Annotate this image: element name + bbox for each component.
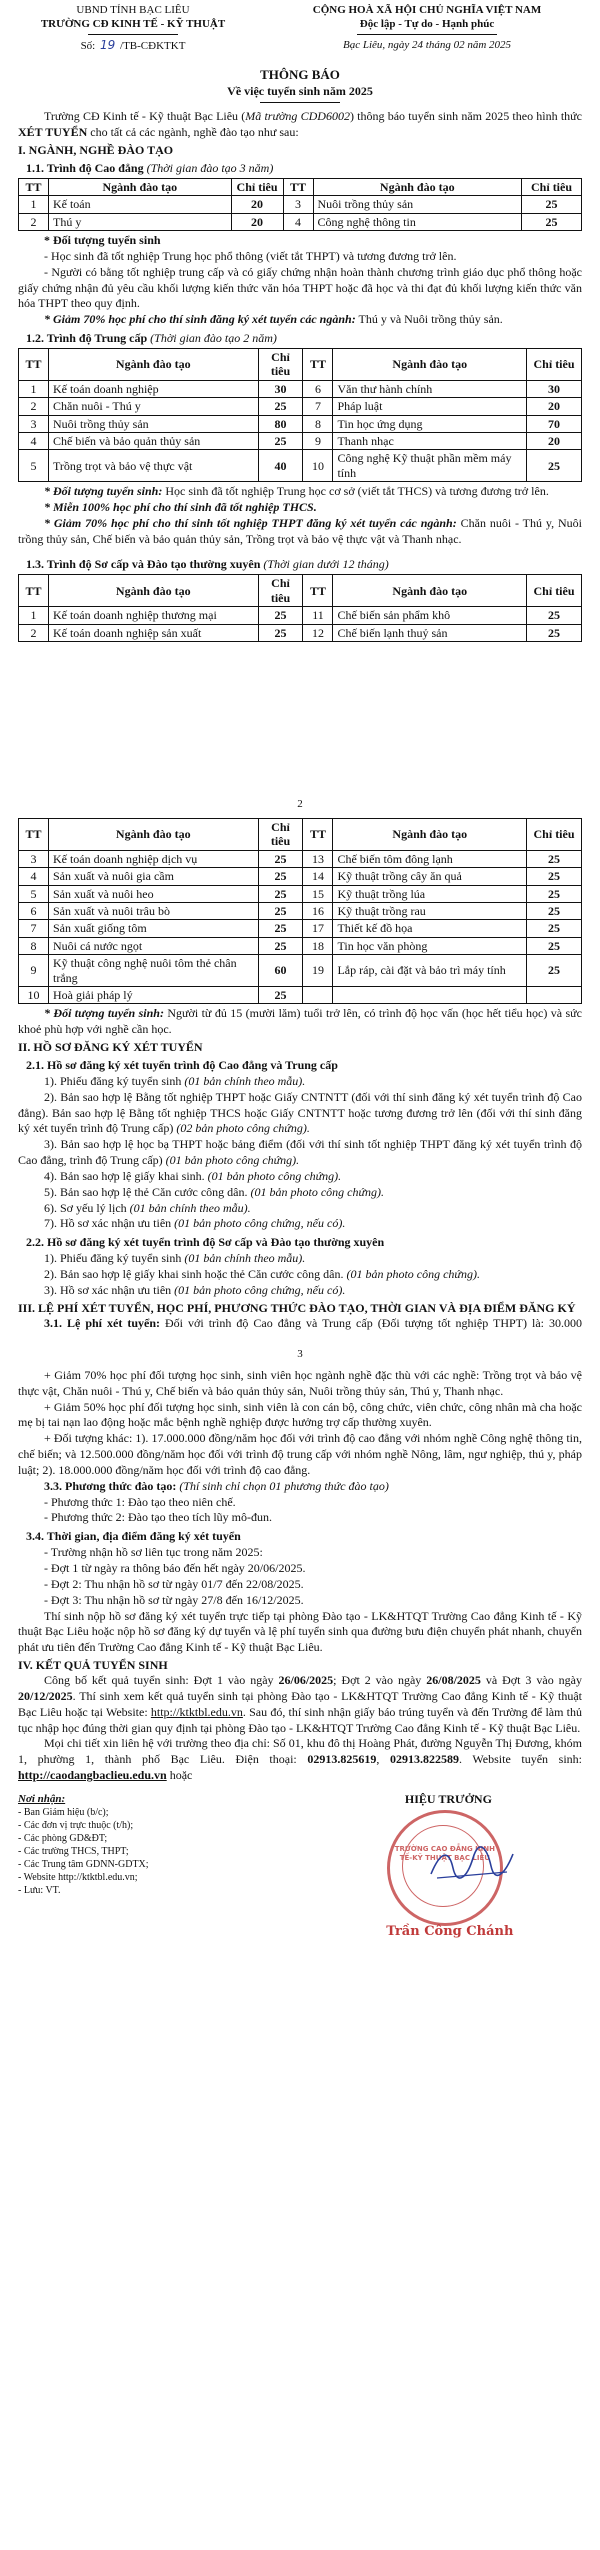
table-row <box>19 937 582 954</box>
table-so-cap-1 <box>18 574 582 642</box>
section-4-title: IV. KẾT QUẢ TUYỂN SINH <box>18 1658 168 1673</box>
cell-tt: 3 <box>19 415 49 432</box>
list-item: 5). Bản sao hợp lệ thẻ Căn cước công dân. (01 bản photo công chứng). <box>44 1184 385 1199</box>
sc-target: * Đối tượng tuyển sinh: Người từ đủ 15 (mười lăm) tuổi trở lên, có trình độ học vấn (học hết tiểu học) và sức khoẻ phù hợp với nghề cần học. <box>18 1006 582 1037</box>
section-1-title: I. NGÀNH, NGHỀ ĐÀO TẠO <box>18 142 174 157</box>
signatory-name: Trần Công Chánh <box>386 1923 514 1939</box>
page-3 <box>0 1340 600 2550</box>
cell-quota: 25 <box>527 624 582 641</box>
th-quota: Chỉ tiêu <box>231 178 283 195</box>
cell-tt: 14 <box>303 868 333 885</box>
cell-program: Nuôi trồng thủy sản <box>48 415 258 432</box>
cell-quota: 25 <box>258 433 303 450</box>
table-header-row <box>19 349 582 381</box>
cell-quota: 25 <box>258 885 303 902</box>
cell-quota: 70 <box>527 415 582 432</box>
cell-program: Kế toán <box>48 196 231 213</box>
list-item: 1). Phiếu đăng ký tuyển sinh (01 bản chính theo mẫu). <box>44 1251 306 1266</box>
cd-target-1: - Học sinh đã tốt nghiệp Trung học phổ thông (viết tắt THPT) và tương đương trở lên. <box>44 248 457 263</box>
th-quota: Chỉ tiêu <box>527 575 582 607</box>
cell-program: Công nghệ Kỹ thuật phần mềm máy tính <box>333 450 527 482</box>
doc-number-handwritten: 19 <box>100 37 116 52</box>
section-2-2-title: 2.2. Hồ sơ đăng ký xét tuyển trình độ Sơ cấp và Đào tạo thường xuyên <box>26 1235 385 1250</box>
list-item: 4). Bản sao hợp lệ giấy khai sinh. (01 bản photo công chứng). <box>44 1168 342 1183</box>
cell-quota: 20 <box>527 433 582 450</box>
cell-tt: 16 <box>303 902 333 919</box>
cell-tt: 12 <box>303 624 333 641</box>
tc-discount: * Giảm 70% học phí cho thí sinh tốt nghiệp THPT đăng ký xét tuyển các ngành: Chăn nuôi - Thú y, Nuôi trồng thủy sản, Chế biến và bảo quản thủy sản, Trồng trọt và bảo vệ thực vật và Thanh nhạc. <box>18 515 582 546</box>
cell-quota: 25 <box>527 902 582 919</box>
cell-tt: 2 <box>19 624 49 641</box>
fee-discount-50: + Giảm 50% học phí đối tượng học sinh, sinh viên là con cán bộ, công chức, viên chức, công nhân mà cha hoặc mẹ bị tai nạn lao động hoặc mắc bệnh nghề nghiệp được hưởng trợ cấp thường xuyên. <box>18 1399 582 1430</box>
section-3-title: III. LỆ PHÍ XÉT TUYỂN, HỌC PHÍ, PHƯƠNG THỨC ĐÀO TẠO, THỜI GIAN VÀ ĐỊA ĐIỂM ĐĂNG KÝ <box>18 1300 576 1315</box>
admissions-website-link[interactable]: http://caodangbaclieu.edu.vn <box>18 1768 167 1783</box>
table-row <box>19 433 582 450</box>
section-3-1: 3.1. Lệ phí xét tuyển: Đối với trình độ Cao đẳng và Trung cấp (Đối tượng tốt nghiệp THPT) là: 30.000 <box>44 1315 583 1330</box>
table-so-cap-2 <box>18 818 582 1004</box>
cell-tt: 3 <box>19 850 49 867</box>
issuer-rule <box>88 34 178 35</box>
page-number: 3 <box>297 1348 303 1360</box>
document-header <box>0 0 600 53</box>
cell-quota: 25 <box>527 868 582 885</box>
doc-number-prefix: Số: <box>80 39 96 52</box>
cell-program: Văn thư hành chính <box>333 380 527 397</box>
cell-program: Kế toán doanh nghiệp <box>48 380 258 397</box>
results-website-link[interactable]: http://ktktbl.edu.vn <box>150 1704 243 1719</box>
section-3-3: 3.3. Phương thức đào tạo: (Thí sinh chỉ chọn 01 phương thức đào tạo) <box>44 1478 389 1493</box>
th-quota: Chỉ tiêu <box>527 349 582 381</box>
table-row <box>19 450 582 482</box>
table-header-row <box>19 575 582 607</box>
cell-quota: 20 <box>527 398 582 415</box>
cell-tt: 6 <box>303 380 333 397</box>
th-tt: TT <box>19 575 49 607</box>
cell-program: Lắp ráp, cài đặt và bảo trì máy tính <box>333 955 527 987</box>
section-1-2-title: 1.2. Trình độ Trung cấp (Thời gian đào tạo 2 năm) <box>26 331 277 346</box>
cell-tt: 18 <box>303 937 333 954</box>
table-row <box>19 607 582 624</box>
cell-program: Thiết kế đồ họa <box>333 920 527 937</box>
section-3-4-title: 3.4. Thời gian, địa điểm đăng ký xét tuyển <box>26 1529 241 1544</box>
th-quota: Chỉ tiêu <box>522 178 582 195</box>
recipients-label: Nơi nhận: <box>18 1792 66 1805</box>
cell-quota: 25 <box>527 607 582 624</box>
recipient-item: - Các trường THCS, THPT; <box>18 1846 129 1858</box>
cell-program: Chế biến và bảo quản thủy sản <box>48 433 258 450</box>
cell-tt <box>303 986 333 1003</box>
cell-program: Kỹ thuật công nghệ nuôi tôm thẻ chân trắng <box>48 955 258 987</box>
cell-quota: 40 <box>258 450 303 482</box>
cd-discount: * Giảm 70% học phí cho thí sinh đăng ký xét tuyển các ngành: Thú y và Nuôi trồng thủy sản. <box>44 312 503 327</box>
cell-quota: 25 <box>527 937 582 954</box>
th-name: Ngành đào tạo <box>48 178 231 195</box>
cell-program: Kỹ thuật trồng cây ăn quả <box>333 868 527 885</box>
recipient-item: - Các phòng GD&ĐT; <box>18 1833 108 1845</box>
table-row <box>19 902 582 919</box>
cell-tt: 7 <box>19 920 49 937</box>
table-header-row <box>19 819 582 851</box>
cell-program <box>333 986 527 1003</box>
section-1-3-title: 1.3. Trình độ Sơ cấp và Đào tạo thường xuyên (Thời gian dưới 12 tháng) <box>26 557 389 572</box>
list-item: 3). Hồ sơ xác nhận ưu tiên (01 bản photo công chứng, nếu có). <box>44 1282 346 1297</box>
cell-tt: 7 <box>303 398 333 415</box>
document-title: THÔNG BÁO <box>260 67 340 83</box>
recipients-list <box>18 1806 315 1897</box>
page-number: 2 <box>297 798 303 810</box>
document-subtitle: Về việc tuyển sinh năm 2025 <box>227 84 373 99</box>
recipient-item: - Ban Giám hiệu (b/c); <box>18 1807 109 1819</box>
signatory-title: HIỆU TRƯỞNG <box>404 1791 492 1806</box>
method-2: - Phương thức 2: Đào tạo theo tích lũy mô-đun. <box>44 1510 272 1525</box>
th-tt: TT <box>19 178 49 195</box>
th-tt: TT <box>283 178 313 195</box>
table-row <box>19 213 582 230</box>
cell-program: Sản xuất và nuôi heo <box>48 885 258 902</box>
page-2 <box>0 790 600 1330</box>
submission-info: Thí sinh nộp hồ sơ đăng ký xét tuyển trực tiếp tại phòng Đào tạo - LK&HTQT Trường Cao đẳng Kinh tế - Kỹ thuật Bạc Liêu hoặc nộp hồ sơ đăng ký dự tuyển và lệ phí tuyển sinh qua đường bưu điện chuyển phát nhanh, chuyển phát ưu tiên đến Trường Cao đẳng Kinh tế - Kỹ thuật Bạc Liêu. <box>18 1608 582 1655</box>
cell-quota: 25 <box>258 398 303 415</box>
th-tt: TT <box>303 575 333 607</box>
table-row <box>19 624 582 641</box>
intake-round-1: - Đợt 1 từ ngày ra thông báo đến hết ngày 20/06/2025. <box>44 1561 306 1576</box>
cell-program: Hoà giải pháp lý <box>48 986 258 1003</box>
table-row <box>19 920 582 937</box>
nation-name: CỘNG HOÀ XÃ HỘI CHỦ NGHĨA VIỆT NAM <box>312 4 542 16</box>
list-item: 6). Sơ yếu lý lịch (01 bản chính theo mẫu). <box>44 1200 251 1215</box>
cd-target-2: - Người có bằng tốt nghiệp trung cấp và có giấy chứng nhận hoàn thành chương trình giáo dục phổ thông hoặc giấy chứng nhận đủ yêu cầu khối lượng kiến thức văn hóa THPT hoặc đã học và thi đạt đủ khối lượng kiến thức văn hóa THPT theo quy định. <box>18 264 582 311</box>
cell-quota: 25 <box>258 937 303 954</box>
fee-discount-70: + Giảm 70% học phí đối tượng học sinh, sinh viên học ngành nghề đặc thù với các nghề: Trồng trọt và bảo vệ thực vật, Chăn nuôi - Thú y, Chế biến và bảo quản thủy sản, Nuôi trồng thủy sản, Thú y, Thanh nhạc. <box>18 1368 582 1398</box>
contact-paragraph: Mọi chi tiết xin liên hệ với trường theo địa chỉ: Số 01, khu đô thị Hoàng Phát, đường Nguyễn Thị Đương, khóm 1, phường 1, thành phố Bạc Liêu. Điện thoại: 02913.825619, 02913.822589. Website tuyển sinh: http://caodangbaclieu.edu.vn hoặc <box>18 1736 583 1783</box>
tc-target: * Đối tượng tuyển sinh: Học sinh đã tốt nghiệp Trung học cơ sở (viết tắt THCS) và tương đương trở lên. <box>44 484 549 499</box>
list-2-2 <box>0 1251 600 1298</box>
table-trung-cap <box>18 348 582 482</box>
list-item: 7). Hồ sơ xác nhận ưu tiên (01 bản photo công chứng, nếu có). <box>44 1216 346 1231</box>
cell-quota: 30 <box>258 380 303 397</box>
cell-program: Chế biến tôm đông lạnh <box>333 850 527 867</box>
cell-program: Kế toán doanh nghiệp sản xuất <box>48 624 258 641</box>
list-item: 2). Bản sao hợp lệ Bằng tốt nghiệp THPT hoặc Giấy CNTNTT (đối với thí sinh đăng ký xét tuyển trình độ Cao đẳng). Bản sao hợp lệ Bằng tốt nghiệp THCS hoặc Giấy CNTNTT hoặc tương đương trở lên (đối với thí sinh đăng ký xét tuyển trình độ Trung cấp) (02 bản photo công chứng). <box>18 1089 582 1136</box>
cell-program: Tin học ứng dụng <box>333 415 527 432</box>
cell-program: Thanh nhạc <box>333 433 527 450</box>
cell-program: Sản xuất và nuôi trâu bò <box>48 902 258 919</box>
method-1: - Phương thức 1: Đào tạo theo niên chế. <box>44 1494 236 1509</box>
cell-quota: 25 <box>527 920 582 937</box>
th-quota: Chỉ tiêu <box>258 349 303 381</box>
document-number <box>8 38 258 54</box>
cell-program: Chăn nuôi - Thú y <box>48 398 258 415</box>
th-quota: Chỉ tiêu <box>258 575 303 607</box>
cell-program: Sản xuất và nuôi gia cầm <box>48 868 258 885</box>
table-header-row <box>19 178 582 195</box>
cell-quota: 20 <box>231 213 283 230</box>
cell-tt: 10 <box>303 450 333 482</box>
cell-program: Sản xuất giống tôm <box>48 920 258 937</box>
th-quota: Chỉ tiêu <box>258 819 303 851</box>
cell-quota: 25 <box>527 885 582 902</box>
recipient-item: - Website http://ktktbl.edu.vn; <box>18 1872 138 1884</box>
list-item: 2). Bản sao hợp lệ giấy khai sinh hoặc thẻ Căn cước công dân. (01 bản photo công chứng). <box>44 1267 480 1282</box>
page-1 <box>0 0 600 780</box>
parent-org: UBND TỈNH BẠC LIÊU <box>76 4 190 16</box>
cell-tt: 1 <box>19 607 49 624</box>
th-tt: TT <box>303 349 333 381</box>
section-2-title: II. HỒ SƠ ĐĂNG KÝ XÉT TUYỂN <box>18 1039 203 1054</box>
cell-tt: 11 <box>303 607 333 624</box>
th-tt: TT <box>19 819 49 851</box>
intro-paragraph: Trường CĐ Kinh tế - Kỹ thuật Bạc Liêu (Mã trường CDD6002) thông báo tuyển sinh năm 2025 theo hình thức XÉT TUYỂN cho tất cả các ngành, nghề đào tạo như sau: <box>18 109 582 140</box>
handwritten-signature <box>427 1844 517 1884</box>
intake-round-3: - Đợt 3: Thu nhận hồ sơ từ ngày 27/8 đến 16/12/2025. <box>44 1592 304 1607</box>
th-name: Ngành đào tạo <box>333 575 527 607</box>
cell-tt: 5 <box>19 885 49 902</box>
cell-quota: 25 <box>527 850 582 867</box>
th-name: Ngành đào tạo <box>313 178 522 195</box>
th-name: Ngành đào tạo <box>48 349 258 381</box>
cell-quota: 25 <box>258 986 303 1003</box>
cell-tt: 15 <box>303 885 333 902</box>
list-2-1 <box>0 1074 600 1232</box>
table-row <box>19 380 582 397</box>
cell-program: Công nghệ thông tin <box>313 213 522 230</box>
recipient-item: - Các đơn vị trực thuộc (t/h); <box>18 1820 134 1832</box>
list-item: 3). Bản sao hợp lệ học bạ THPT hoặc bảng điểm (đối với thí sinh tốt nghiệp THPT đăng ký xét tuyển trình độ Cao đẳng, trình độ Trung cấp) (01 bản photo công chứng). <box>18 1137 582 1168</box>
cell-tt: 19 <box>303 955 333 987</box>
section-1-1-title: 1.1. Trình độ Cao đẳng (Thời gian đào tạo 3 năm) <box>26 160 274 175</box>
cell-program: Thú y <box>48 213 231 230</box>
cell-tt: 4 <box>19 868 49 885</box>
cell-quota: 25 <box>522 196 582 213</box>
cell-quota: 25 <box>258 624 303 641</box>
cell-program: Pháp luật <box>333 398 527 415</box>
table-cao-dang <box>18 178 582 231</box>
cell-program: Trồng trọt và bảo vệ thực vật <box>48 450 258 482</box>
tc-free: * Miễn 100% học phí cho thí sinh đã tốt nghiệp THCS. <box>44 500 317 514</box>
cell-tt: 10 <box>19 986 49 1003</box>
cell-program: Kế toán doanh nghiệp dịch vụ <box>48 850 258 867</box>
recipients <box>18 1792 315 1897</box>
motto-rule <box>357 34 497 35</box>
cell-program: Kỹ thuật trồng rau <box>333 902 527 919</box>
cell-tt: 8 <box>303 415 333 432</box>
th-name: Ngành đào tạo <box>333 349 527 381</box>
th-quota: Chỉ tiêu <box>527 819 582 851</box>
table-row <box>19 415 582 432</box>
table-row <box>19 986 582 1003</box>
cell-program: Chế biến sản phẩm khô <box>333 607 527 624</box>
cell-program: Chế biến lạnh thuỷ sản <box>333 624 527 641</box>
intake-round-2: - Đợt 2: Thu nhận hồ sơ từ ngày 01/7 đến 22/08/2025. <box>44 1576 304 1591</box>
cell-tt: 5 <box>19 450 49 482</box>
table-row <box>19 850 582 867</box>
cell-quota: 25 <box>522 213 582 230</box>
cell-program: Kế toán doanh nghiệp thương mại <box>48 607 258 624</box>
cell-quota: 20 <box>231 196 283 213</box>
date-line: Bạc Liêu, ngày 24 tháng 02 năm 2025 <box>342 38 512 51</box>
cell-tt: 4 <box>283 213 313 230</box>
cell-program: Tin học văn phòng <box>333 937 527 954</box>
issuer-block <box>8 4 258 53</box>
cell-tt: 6 <box>19 902 49 919</box>
results-paragraph: Công bố kết quả tuyển sinh: Đợt 1 vào ngày 26/06/2025; Đợt 2 vào ngày 26/08/2025 và Đợt 3 vào ngày 20/12/2025. Thí sinh xem kết quả tuyển sinh tại phòng Đào tạo - LK&HTQT Trường Cao đẳng Kinh tế - Kỹ thuật Bạc Liêu hoặc tại Website: http://ktktbl.edu.vn. Sau đó, thí sinh nhận giấy báo trúng tuyển và đến Trường để làm thủ tục nhập học đúng thời gian quy định tại phòng Đào tạo - LK&HTQT Trường Cao đẳng Kinh tế - Kỹ thuật Bạc Liêu. <box>18 1673 582 1735</box>
table-row <box>19 398 582 415</box>
cell-quota: 25 <box>258 607 303 624</box>
seal-text: TRƯỜNG CAO ĐẲNG KINH TẾ-KỸ THUẬT BẠC LIÊU <box>394 1844 495 1862</box>
cell-quota: 25 <box>258 850 303 867</box>
cell-quota: 80 <box>258 415 303 432</box>
cell-tt: 3 <box>283 196 313 213</box>
cell-quota: 25 <box>527 450 582 482</box>
table-row <box>19 868 582 885</box>
intake-continuous: - Trường nhận hồ sơ liên tục trong năm 2025: <box>44 1545 263 1560</box>
recipient-item: - Lưu: VT. <box>18 1885 61 1897</box>
doc-number-suffix: /TB-CĐKTKT <box>120 39 186 52</box>
cell-quota: 60 <box>258 955 303 987</box>
cell-tt: 1 <box>19 196 49 213</box>
table-row <box>19 885 582 902</box>
cell-tt: 4 <box>19 433 49 450</box>
cell-tt: 1 <box>19 380 49 397</box>
cell-tt: 2 <box>19 213 49 230</box>
th-name: Ngành đào tạo <box>48 575 258 607</box>
cell-tt: 9 <box>19 955 49 987</box>
recipient-item: - Các Trung tâm GDNN-GDTX; <box>18 1859 149 1871</box>
cell-quota <box>527 986 582 1003</box>
list-item: 1). Phiếu đăng ký tuyển sinh (01 bản chính theo mẫu). <box>44 1073 306 1088</box>
nation-block <box>262 4 592 53</box>
cell-tt: 8 <box>19 937 49 954</box>
cell-tt: 17 <box>303 920 333 937</box>
school-name: TRƯỜNG CĐ KINH TẾ - KỸ THUẬT <box>40 17 226 30</box>
cell-quota: 25 <box>258 868 303 885</box>
cell-program: Nuôi trồng thủy sản <box>313 196 522 213</box>
cell-quota: 30 <box>527 380 582 397</box>
cell-quota: 25 <box>258 902 303 919</box>
motto: Độc lập - Tự do - Hạnh phúc <box>359 17 495 30</box>
th-name: Ngành đào tạo <box>333 819 527 851</box>
cd-target-title: * Đối tượng tuyển sinh <box>44 233 161 248</box>
cell-tt: 2 <box>19 398 49 415</box>
cell-program: Nuôi cá nước ngọt <box>48 937 258 954</box>
signature-row <box>0 1791 600 1939</box>
th-name: Ngành đào tạo <box>48 819 258 851</box>
cell-program: Kỹ thuật trồng lúa <box>333 885 527 902</box>
cell-tt: 13 <box>303 850 333 867</box>
th-tt: TT <box>303 819 333 851</box>
table-row <box>19 955 582 987</box>
table-row <box>19 196 582 213</box>
signature-block <box>315 1791 582 1939</box>
section-2-1-title: 2.1. Hồ sơ đăng ký xét tuyển trình độ Cao đẳng và Trung cấp <box>26 1057 338 1072</box>
fee-other: + Đối tượng khác: 1). 17.000.000 đồng/năm học đối với trình độ cao đẳng với nhóm nghề Công nghệ thông tin, chế biến; và 12.500.000 đồng/năm học đối với trình độ trung cấp với nhóm nghề Nông, lâm, ngư nghiệp, thú y, pháp luật; 2). 18.000.000 đồng/năm học đối với trình độ cao đẳng. <box>18 1431 582 1477</box>
cell-quota: 25 <box>527 955 582 987</box>
subtitle-rule <box>260 102 340 103</box>
th-tt: TT <box>19 349 49 381</box>
cell-quota: 25 <box>258 920 303 937</box>
cell-tt: 9 <box>303 433 333 450</box>
